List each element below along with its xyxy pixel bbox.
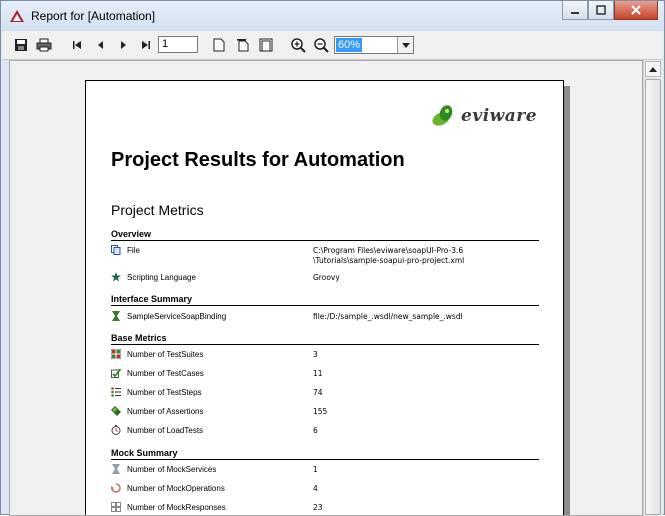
mock-row (111, 464, 539, 476)
section-mock-summary-heading: Mock Summary (111, 448, 539, 460)
report-subtitle: Project Metrics (111, 202, 204, 218)
testcases-check-icon (111, 368, 121, 378)
previous-page-icon (96, 40, 106, 50)
overview-scripting-row (111, 272, 539, 284)
mock-value: 4 (313, 484, 318, 493)
report-title: Project Results for Automation (111, 149, 405, 171)
logo-leaf-icon (431, 104, 457, 128)
app-icon (9, 9, 25, 23)
section-overview-heading: Overview (111, 229, 539, 241)
binding-value: file:/D:/sample_.wsdl/new_sample_.wsdl (313, 312, 463, 321)
metric-row (111, 349, 539, 361)
file-value-line2: \Tutorials\sample-soapui-pro-project.xml (313, 256, 465, 265)
fit-width-button[interactable] (234, 36, 252, 54)
eviware-logo (431, 104, 537, 128)
scripting-label: Scripting Language (127, 273, 196, 282)
close-icon (631, 5, 641, 15)
metric-value: 74 (313, 388, 323, 397)
mock-value: 1 (313, 465, 318, 474)
section-base-metrics-heading: Base Metrics (111, 333, 539, 345)
save-icon (14, 38, 28, 52)
overview-file-row (111, 245, 539, 265)
metric-row (111, 387, 539, 399)
interface-binding-row (111, 311, 539, 323)
printer-icon (36, 38, 52, 52)
last-page-button[interactable] (137, 36, 155, 54)
scroll-up-button[interactable] (645, 61, 661, 77)
window-title: Report for [Automation] (31, 9, 156, 23)
chevron-up-icon (649, 67, 657, 72)
close-button[interactable] (614, 1, 658, 20)
mock-label: Number of MockOperations (127, 484, 225, 493)
metric-label: Number of TestSuites (127, 350, 204, 359)
teststeps-list-icon (111, 387, 121, 397)
section-interface-heading: Interface Summary (111, 294, 539, 306)
mock-label: Number of MockServices (127, 465, 217, 474)
window-controls (562, 1, 658, 21)
zoom-value: 60% (338, 39, 361, 51)
metric-value: 11 (313, 369, 323, 378)
previous-page-button[interactable] (92, 36, 110, 54)
zoom-select[interactable] (334, 36, 414, 54)
print-button[interactable] (35, 36, 53, 54)
next-page-button[interactable] (114, 36, 132, 54)
last-page-icon (141, 40, 151, 50)
save-button[interactable] (12, 36, 30, 54)
zoom-dropdown-arrow[interactable] (397, 37, 413, 53)
scripting-value: Groovy (313, 273, 340, 282)
first-page-icon (72, 40, 82, 50)
metric-row (111, 368, 539, 380)
zoom-in-button[interactable] (289, 36, 307, 54)
chevron-down-icon (402, 43, 410, 48)
loadtests-stopwatch-icon (111, 425, 121, 435)
mock-label: Number of MockResponses (127, 503, 226, 512)
mockresponses-icon (111, 502, 121, 512)
metric-label: Number of TestCases (127, 369, 204, 378)
interface-icon (111, 311, 121, 321)
maximize-icon (596, 5, 606, 15)
metric-label: Number of TestSteps (127, 388, 202, 397)
file-icon (111, 245, 121, 255)
mock-value: 23 (313, 503, 323, 512)
metric-value: 155 (313, 407, 328, 416)
assertions-icon (111, 406, 121, 416)
mockoperations-icon (111, 483, 121, 493)
metric-row (111, 425, 539, 437)
first-page-button[interactable] (68, 36, 86, 54)
metric-value: 3 (313, 350, 318, 359)
report-toolbar (2, 31, 663, 60)
page-icon (213, 38, 225, 52)
next-page-icon (118, 40, 128, 50)
maximize-button[interactable] (588, 1, 614, 20)
logo-text: eviware (461, 106, 538, 126)
report-page (85, 80, 564, 516)
fit-page-icon (259, 38, 273, 52)
scrollbar-thumb[interactable] (645, 79, 661, 515)
minimize-icon (570, 5, 580, 15)
page-number-input[interactable]: 1 (158, 36, 198, 53)
zoom-out-icon (314, 38, 329, 53)
title-bar (1, 1, 664, 31)
scripting-star-icon (111, 272, 121, 282)
file-label: File (127, 246, 140, 255)
metric-row (111, 406, 539, 418)
mock-row (111, 483, 539, 495)
fit-page-button[interactable] (257, 36, 275, 54)
zoom-out-button[interactable] (312, 36, 330, 54)
metric-label: Number of Assertions (127, 407, 204, 416)
minimize-button[interactable] (562, 1, 588, 20)
file-value-line1: C:\Program Files\eviware\soapUI-Pro-3.6 (313, 246, 464, 255)
mockservices-icon (111, 464, 121, 474)
metric-value: 6 (313, 426, 318, 435)
fit-width-icon (236, 38, 250, 52)
vertical-scrollbar[interactable] (643, 60, 663, 516)
metric-label: Number of LoadTests (127, 426, 204, 435)
report-viewport (9, 60, 643, 516)
actual-size-button[interactable] (210, 36, 228, 54)
binding-label: SampleServiceSoapBinding (127, 312, 227, 321)
zoom-in-icon (291, 38, 306, 53)
testsuites-icon (111, 349, 121, 359)
mock-row (111, 502, 539, 514)
